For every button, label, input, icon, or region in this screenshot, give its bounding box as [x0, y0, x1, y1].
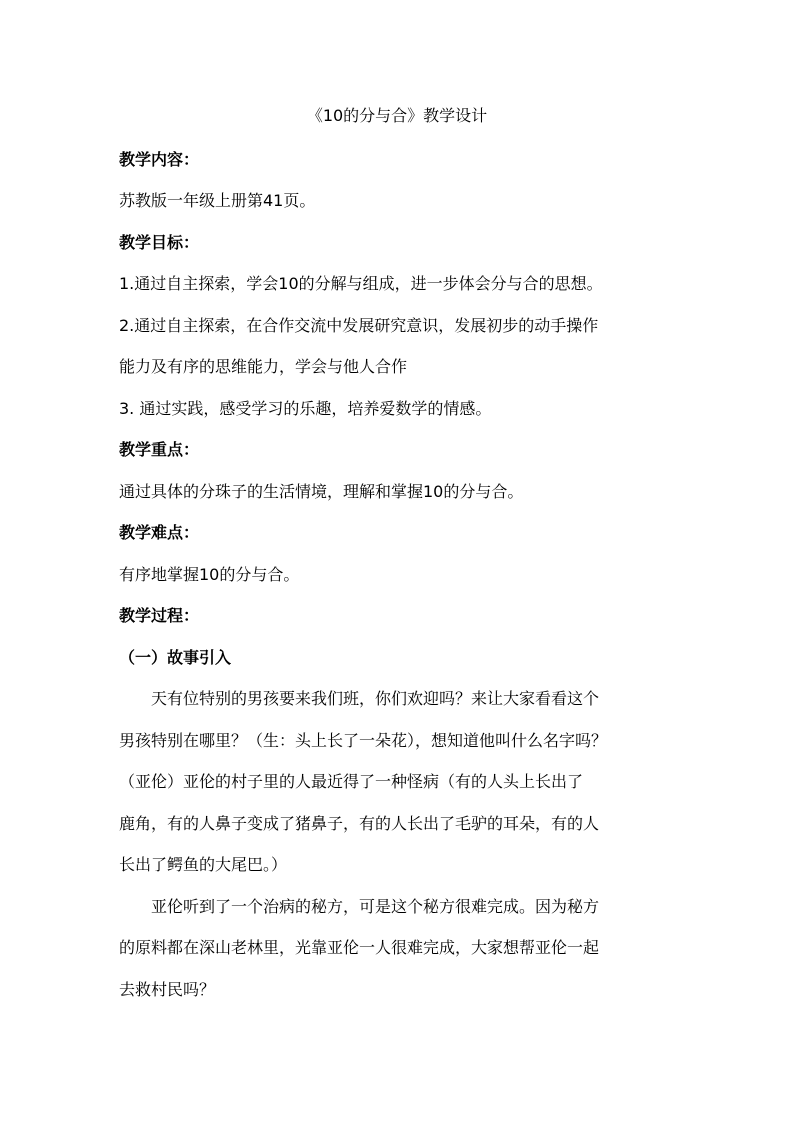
content-text: 苏教版一年级上册第41页。 — [119, 191, 316, 210]
goal-1: 1.通过自主探索，学会10的分解与组成，进一步体会分与合的思想。 — [119, 274, 603, 293]
paragraph-1-line-3: （亚伦）亚伦的村子里的人最近得了一种怪病（有的人头上长出了 — [119, 772, 584, 791]
process-heading: 教学过程： — [119, 606, 200, 625]
goal-3: 3. 通过实践，感受学习的乐趣，培养爱数学的情感。 — [119, 399, 492, 418]
paragraph-2-line-1: 亚伦听到了一个治病的秘方，可是这个秘方很难完成。因为秘方 — [151, 897, 600, 916]
difficulty-text: 有序地掌握10的分与合。 — [119, 565, 300, 584]
document-title: 《10的分与合》教学设计 — [306, 106, 488, 125]
paragraph-1-line-5: 长出了鳄鱼的大尾巴。） — [119, 855, 288, 874]
paragraph-2-line-2: 的原料都在深山老林里，光靠亚伦一人很难完成，大家想帮亚伦一起 — [119, 938, 600, 957]
content-heading: 教学内容： — [119, 150, 200, 169]
key-heading: 教学重点： — [119, 440, 200, 459]
section-1-heading: （一）故事引入 — [119, 648, 232, 667]
key-text: 通过具体的分珠子的生活情境，理解和掌握10的分与合。 — [119, 482, 524, 501]
difficulty-heading: 教学难点： — [119, 523, 200, 542]
goal-2-line-2: 能力及有序的思维能力，学会与他人合作 — [119, 357, 408, 376]
paragraph-2-line-3: 去救村民吗？ — [119, 980, 216, 999]
goals-heading: 教学目标： — [119, 233, 200, 252]
paragraph-1-line-1: 天有位特别的男孩要来我们班，你们欢迎吗？来让大家看看这个 — [151, 689, 600, 708]
paragraph-1-line-4: 鹿角，有的人鼻子变成了猪鼻子，有的人长出了毛驴的耳朵，有的人 — [119, 814, 600, 833]
paragraph-1-line-2: 男孩特别在哪里？（生：头上长了一朵花），想知道他叫什么名字吗？ — [119, 731, 608, 750]
goal-2-line-1: 2.通过自主探索，在合作交流中发展研究意识，发展初步的动手操作 — [119, 316, 599, 335]
